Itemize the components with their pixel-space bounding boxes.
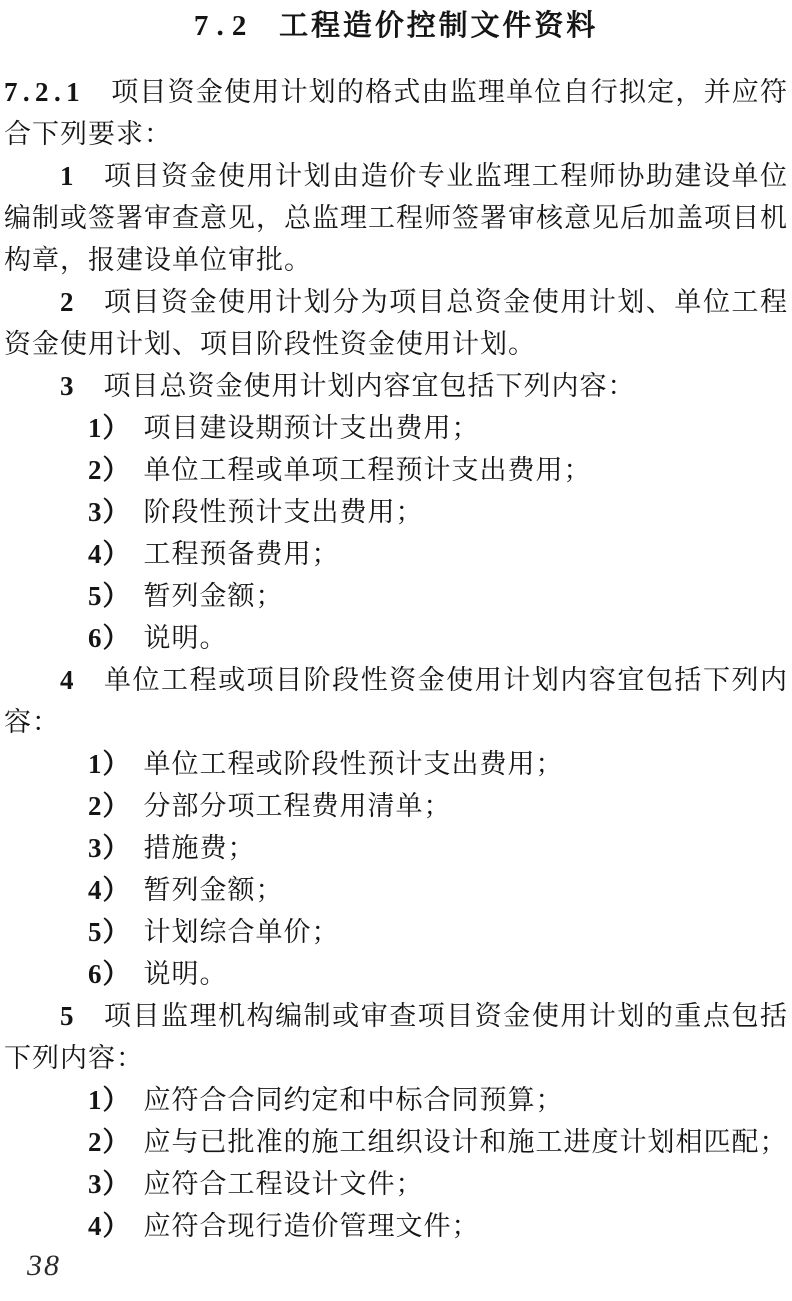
item-text: 项目监理机构编制或审查项目资金使用计划的重点包括下列内容： (4, 1001, 788, 1073)
list-item (88, 827, 788, 869)
item-text: 措施费； (143, 833, 256, 863)
item-number: 1） (88, 413, 131, 443)
item-text: 暂列金额； (143, 875, 284, 905)
item-number: 6） (88, 623, 131, 653)
list-item (88, 911, 788, 953)
item-number: 2） (88, 1127, 131, 1157)
list-item (88, 953, 788, 995)
list-item (88, 869, 788, 911)
item-text: 应与已批准的施工组织设计和施工进度计划相匹配； (143, 1127, 788, 1157)
item-number: 3） (88, 833, 131, 863)
list-item (88, 491, 788, 533)
list-item (88, 449, 788, 491)
clause (4, 71, 788, 155)
item-text: 应符合合同约定和中标合同预算； (143, 1085, 564, 1115)
item-number: 4） (88, 539, 131, 569)
item-number: 5 (60, 1001, 75, 1031)
item-text: 项目总资金使用计划内容宜包括下列内容： (103, 371, 636, 401)
item-number: 3） (88, 497, 131, 527)
page-number: 38 (27, 1249, 61, 1282)
item-text: 工程预备费用； (143, 539, 340, 569)
item-text: 说明。 (143, 959, 228, 989)
list-item (88, 1163, 788, 1205)
item-number: 5） (88, 917, 131, 947)
section-number: 7.2 (193, 10, 255, 42)
item-text: 项目资金使用计划由造价专业监理工程师协助建设单位编制或签署审查意见，总监理工程师签署审核意见后加盖项目机构章，报建设单位审批。 (4, 161, 788, 275)
list-item (88, 617, 788, 659)
list-item (88, 743, 788, 785)
item-number: 4） (88, 1211, 131, 1241)
item-text: 分部分项工程费用清单； (143, 791, 452, 821)
list-item (88, 407, 788, 449)
item-text: 应符合工程设计文件； (143, 1169, 424, 1199)
sub-clause (4, 365, 788, 407)
item-text: 暂列金额； (143, 581, 284, 611)
item-number: 2 (60, 287, 75, 317)
section-heading (4, 6, 788, 46)
list-item (88, 785, 788, 827)
list-item (88, 1205, 788, 1247)
item-number: 4） (88, 875, 131, 905)
item-number: 4 (60, 665, 75, 695)
item-text: 应符合现行造价管理文件； (143, 1211, 480, 1241)
item-text: 计划综合单价； (143, 917, 340, 947)
item-number: 1） (88, 749, 131, 779)
item-number: 7.2.1 (4, 77, 85, 107)
item-number: 3 (60, 371, 75, 401)
item-number: 6） (88, 959, 131, 989)
list-item (88, 575, 788, 617)
item-text: 说明。 (143, 623, 228, 653)
list-item (88, 1121, 788, 1163)
item-text: 项目资金使用计划分为项目总资金使用计划、单位工程资金使用计划、项目阶段性资金使用计划。 (4, 287, 788, 359)
item-text: 项目资金使用计划的格式由监理单位自行拟定，并应符合下列要求： (4, 77, 788, 149)
document-body (4, 71, 788, 1247)
item-number: 2） (88, 455, 131, 485)
item-text: 单位工程或单项工程预计支出费用； (143, 455, 592, 485)
item-number: 2） (88, 791, 131, 821)
item-text: 项目建设期预计支出费用； (143, 413, 480, 443)
list-item (88, 533, 788, 575)
sub-clause (4, 659, 788, 743)
item-text: 单位工程或项目阶段性资金使用计划内容宜包括下列内容： (4, 665, 788, 737)
sub-clause (4, 155, 788, 281)
item-number: 5） (88, 581, 131, 611)
section-title: 工程造价控制文件资料 (279, 10, 599, 42)
sub-clause (4, 281, 788, 365)
item-number: 3） (88, 1169, 131, 1199)
item-number: 1 (60, 161, 75, 191)
item-text: 单位工程或阶段性预计支出费用； (143, 749, 564, 779)
list-item (88, 1079, 788, 1121)
item-text: 阶段性预计支出费用； (143, 497, 424, 527)
sub-clause (4, 995, 788, 1079)
item-number: 1） (88, 1085, 131, 1115)
